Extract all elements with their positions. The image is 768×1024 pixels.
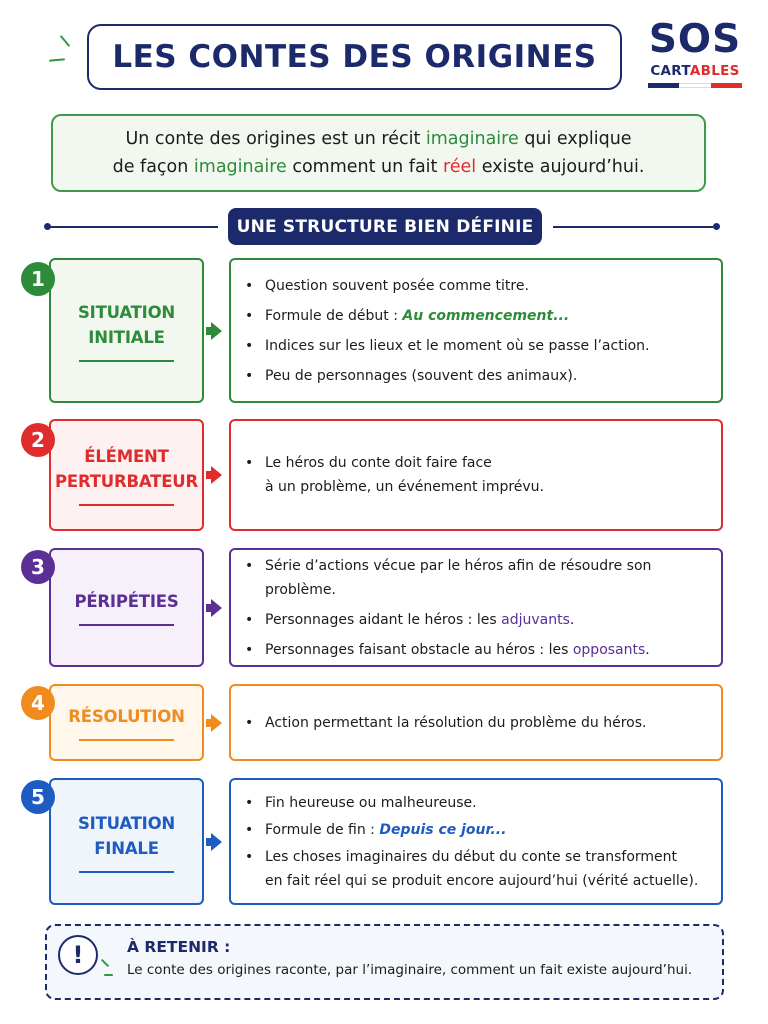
bullet-text: Le héros du conte doit faire face à un problème, un événement imprévu. [265, 455, 545, 495]
section-label: ÉLÉMENT PERTURBATEUR [55, 447, 198, 491]
section-label-underline [79, 624, 174, 626]
bullet-text: Fin heureuse ou malheureuse. [265, 794, 477, 811]
section-label: SITUATION FINALE [77, 813, 176, 858]
bullet-dot-icon: • [245, 821, 254, 838]
bullet-text: Série d’actions vécue par le héros afin de résoudre son problème. [265, 557, 652, 598]
section-label-underline [79, 739, 174, 741]
divider-dot [713, 223, 720, 230]
bullet-item [245, 845, 721, 893]
decoration-stroke [49, 58, 65, 61]
bullet-dot-icon: • [245, 641, 254, 658]
section-label-underline [79, 871, 174, 873]
bullet-item [245, 554, 721, 602]
structure-title: UNE STRUCTURE BIEN DÉFINIE [236, 216, 534, 237]
section-label-underline [79, 360, 174, 362]
structure-banner [228, 208, 542, 245]
bullet-text: Indices sur les lieux et le moment où se passe l’action. [265, 337, 650, 354]
section-content-box [229, 548, 723, 667]
arrow-right-icon [211, 833, 222, 851]
highlight-term: adjuvants [501, 611, 570, 628]
section-number-badge: 5 [21, 780, 55, 814]
bullet-text: Personnages faisant obstacle au héros : les opposants. [265, 641, 650, 658]
section-label: SITUATION INITIALE [77, 302, 176, 347]
bullet-dot-icon: • [245, 794, 254, 811]
section-number-badge: 1 [21, 262, 55, 296]
arrow-right-icon [211, 599, 222, 617]
bullet-text: Question souvent posée comme titre. [265, 277, 529, 294]
section-content-box [229, 258, 723, 403]
bullet-item [245, 638, 721, 662]
section-label-box [49, 548, 204, 667]
divider-line [48, 226, 218, 228]
page-title: LES CONTES DES ORIGINES [112, 39, 597, 75]
logo-cartables: CARTABLES [650, 63, 740, 79]
definition-line-2: de façon imaginaire comment un fait réel existe aujourd’hui. [112, 157, 645, 177]
section-content-box [229, 684, 723, 761]
formula-text: Au commencement... [402, 307, 570, 324]
section-number-badge: 3 [21, 550, 55, 584]
page-title-box [87, 24, 622, 90]
section-number-badge: 2 [21, 423, 55, 457]
bullet-text: Formule de début : Au commencement... [265, 307, 570, 324]
highlight-term: opposants [572, 641, 646, 658]
bullet-dot-icon: • [245, 455, 254, 471]
exclamation-icon: ! [58, 935, 98, 975]
bullet-item [245, 364, 721, 388]
bullet-item [245, 304, 721, 328]
arrow-right-icon [211, 714, 222, 732]
bullet-dot-icon: • [245, 367, 254, 384]
bullet-item [245, 791, 721, 815]
section-label: RÉSOLUTION [68, 707, 185, 726]
bullet-dot-icon: • [245, 277, 254, 294]
divider-line [553, 226, 713, 228]
bullet-text: Personnages aidant le héros : les adjuvants. [265, 611, 575, 628]
section-label-box [49, 684, 204, 761]
section-number-badge: 4 [21, 686, 55, 720]
bullet-text: Formule de fin : Depuis ce jour... [265, 821, 507, 838]
formula-text: Depuis ce jour... [379, 821, 507, 838]
bullet-dot-icon: • [245, 611, 254, 628]
bullet-dot-icon: • [245, 337, 254, 354]
logo [645, 18, 745, 96]
section-content-box [229, 778, 723, 905]
bullet-dot-icon: • [245, 557, 254, 574]
arrow-right-icon [211, 322, 222, 340]
section-label-box [49, 419, 204, 531]
section-content-box [229, 419, 723, 531]
bullet-item [245, 451, 721, 499]
retenir-title: À RETENIR : [127, 938, 231, 956]
bullet-text: Peu de personnages (souvent des animaux). [265, 367, 578, 384]
retenir-text: Le conte des origines raconte, par l’imaginaire, comment un fait existe aujourd’hui. [127, 962, 693, 978]
logo-flag [648, 83, 742, 88]
section-label-box [49, 258, 204, 403]
bullet-item [245, 711, 721, 735]
section-label: PÉRIPÉTIES [74, 592, 179, 611]
decoration-stroke [60, 35, 71, 47]
arrow-right-icon [211, 466, 222, 484]
logo-sos: SOS [648, 17, 742, 62]
bullet-item [245, 334, 721, 358]
bullet-item [245, 608, 721, 632]
bullet-text: Action permettant la résolution du problème du héros. [265, 714, 647, 731]
definition-line-1: Un conte des origines est un récit imaginaire qui explique [125, 129, 632, 149]
bullet-item [245, 274, 721, 298]
bullet-dot-icon: • [245, 848, 254, 865]
section-label-box [49, 778, 204, 905]
bullet-item [245, 818, 721, 842]
bullet-text: Les choses imaginaires du début du conte se transforment en fait réel qui se produit encore aujourd’hui (vérité actuelle). [265, 848, 699, 889]
section-label-underline [79, 504, 174, 506]
definition-box [51, 114, 706, 192]
decoration-stroke [104, 974, 113, 976]
bullet-dot-icon: • [245, 307, 254, 324]
bullet-dot-icon: • [245, 714, 254, 731]
